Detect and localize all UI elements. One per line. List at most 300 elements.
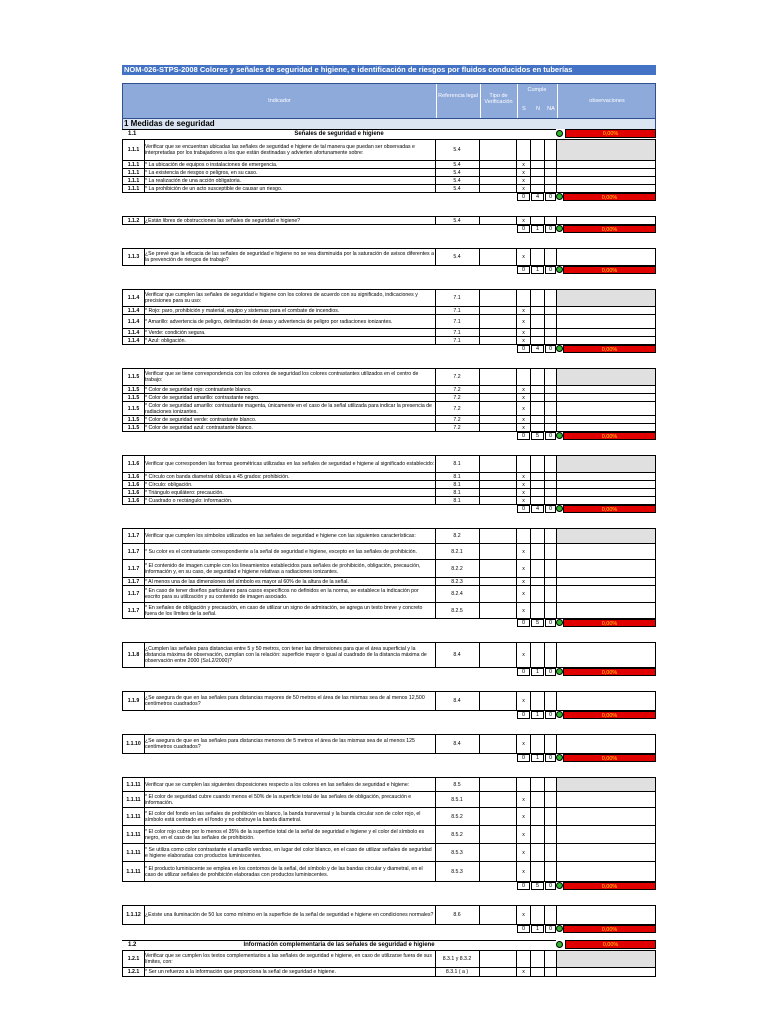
observations-cell[interactable] [557, 497, 656, 504]
observations-cell[interactable] [557, 329, 656, 336]
total-n: 1 [531, 225, 544, 233]
item-text: * El color del fondo en las señales de prohibición es blanco, la banda transversal y la banda circular son de color rojo, el símbolo está centrado en el fondo y no obstruye la banda diametral. [144, 808, 436, 825]
item-text: Verificar que corresponden las formas geométricas utilizadas en las señales de seguridad e higiene al significado establecido: [144, 456, 436, 472]
verification-type-cell[interactable] [480, 826, 517, 843]
verification-type-cell[interactable] [480, 473, 517, 480]
item-text: * La prohibición de un acto susceptible de causar un riesgo. [144, 185, 436, 192]
table-row [122, 497, 656, 505]
item-number: 1.1.7 [122, 544, 145, 559]
item-number: 1.1.1 [122, 140, 145, 160]
item-text: * Ser un refuerzo a la información que proporciona la señal de seguridad e higiene. [144, 968, 436, 976]
cumple-s-cell[interactable]: x [517, 424, 531, 431]
cumple-n-cell[interactable] [531, 808, 545, 825]
verification-type-cell[interactable] [480, 529, 517, 543]
observations-cell[interactable] [557, 968, 656, 976]
cumple-na-cell[interactable] [545, 329, 557, 336]
cumple-n-cell[interactable] [531, 161, 545, 168]
table-row [122, 777, 656, 792]
verification-type-cell[interactable] [480, 307, 517, 314]
item-number: 1.2.1 [122, 968, 145, 976]
observations-cell[interactable] [557, 529, 656, 543]
verification-type-cell[interactable] [480, 497, 517, 504]
cumple-n-cell[interactable] [531, 792, 545, 807]
item-number: 1.1.1 [122, 185, 145, 192]
verification-type-cell[interactable] [480, 603, 517, 618]
cumple-n-cell[interactable] [531, 497, 545, 504]
observations-cell[interactable] [557, 951, 656, 967]
table-row [122, 139, 656, 161]
cumple-s-cell[interactable]: x [517, 185, 531, 192]
table-row [122, 603, 656, 619]
checklist-block [122, 777, 656, 905]
observations-cell[interactable] [557, 402, 656, 415]
legal-reference: 8.1 [435, 473, 480, 480]
observations-cell[interactable] [557, 603, 656, 618]
observations-cell[interactable] [557, 560, 656, 577]
table-row [122, 862, 656, 882]
cumple-n-cell[interactable] [531, 473, 545, 480]
cumple-n-cell[interactable] [531, 529, 545, 543]
cumple-na-cell[interactable] [545, 140, 557, 160]
cumple-s-cell[interactable]: x [517, 544, 531, 559]
cumple-s-cell[interactable]: x [517, 560, 531, 577]
table-row [122, 544, 656, 560]
table-row [122, 455, 656, 473]
cumple-n-cell[interactable] [531, 586, 545, 602]
observations-cell[interactable] [557, 489, 656, 496]
cumple-n-cell[interactable] [531, 337, 545, 344]
observations-cell[interactable] [557, 826, 656, 843]
cumple-na-cell[interactable] [545, 826, 557, 843]
total-na: 0 [545, 619, 556, 627]
block-percentage: 0,00% [563, 193, 656, 201]
cumple-s-cell[interactable]: x [517, 169, 531, 176]
cumple-n-cell[interactable] [531, 951, 545, 967]
item-text: * En señales de obligación y precaución, en caso de utilizar un signo de admiración, se agrega un texto breve y concreto fuera de los límites de la señal. [144, 603, 436, 618]
table-row [122, 792, 656, 808]
cumple-na-cell[interactable] [545, 161, 557, 168]
cumple-na-cell[interactable] [545, 844, 557, 861]
observations-cell[interactable] [557, 249, 656, 265]
legal-reference: 7.2 [435, 416, 480, 423]
cumple-na-cell[interactable] [545, 529, 557, 543]
observations-cell[interactable] [557, 778, 656, 791]
observations-cell[interactable] [557, 140, 656, 160]
verification-type-cell[interactable] [480, 185, 517, 192]
cumple-n-cell[interactable] [531, 416, 545, 423]
spacer [122, 354, 656, 368]
status-dot-icon [556, 432, 563, 439]
cumple-n-cell[interactable] [531, 315, 545, 328]
cumple-na-cell[interactable] [545, 586, 557, 602]
header-tipo-verificacion: Tipo de Verificación [484, 93, 513, 105]
cumple-na-cell[interactable] [545, 692, 557, 710]
cumple-na-cell[interactable] [545, 968, 557, 976]
cumple-na-cell[interactable] [545, 402, 557, 415]
cumple-s-cell[interactable]: x [517, 249, 531, 265]
cumple-n-cell[interactable] [531, 560, 545, 577]
table-row [122, 424, 656, 432]
cumple-n-cell[interactable] [531, 140, 545, 160]
item-number: 1.1.4 [122, 337, 145, 344]
header-na: NA [547, 106, 555, 112]
cumple-s-cell[interactable]: x [517, 177, 531, 184]
item-text: Verificar que se encuentran ubicadas las señales de seguridad e higiene de tal manera que puedan ser observadas e interpretadas por los trabajadores a los que están destinadas y advierten afortunamente sobre: [144, 140, 436, 160]
block-totals [122, 619, 656, 628]
cumple-n-cell[interactable] [531, 217, 545, 224]
cumple-na-cell[interactable] [545, 315, 557, 328]
cumple-na-cell[interactable] [545, 424, 557, 431]
cumple-n-cell[interactable] [531, 578, 545, 585]
cumple-n-cell[interactable] [531, 177, 545, 184]
legal-reference: 7.1 [435, 329, 480, 336]
cumple-n-cell[interactable] [531, 692, 545, 710]
item-number: 1.1.6 [122, 497, 145, 504]
cumple-n-cell[interactable] [531, 603, 545, 618]
cumple-s-cell[interactable]: x [517, 586, 531, 602]
verification-type-cell[interactable] [480, 560, 517, 577]
observations-cell[interactable] [557, 906, 656, 924]
verification-type-cell[interactable] [480, 544, 517, 559]
legal-reference: 8.2.2 [435, 560, 480, 577]
cumple-s-cell[interactable]: x [517, 603, 531, 618]
observations-cell[interactable] [557, 792, 656, 807]
spacer [122, 275, 656, 289]
cumple-na-cell[interactable] [545, 394, 557, 401]
observations-cell[interactable] [557, 862, 656, 881]
cumple-s-cell[interactable] [517, 140, 531, 160]
cumple-s-cell[interactable] [517, 369, 531, 385]
cumple-s-cell[interactable]: x [517, 337, 531, 344]
total-n: 1 [531, 711, 544, 719]
observations-cell[interactable] [557, 307, 656, 314]
verification-type-cell[interactable] [480, 906, 517, 924]
cumple-s-cell[interactable]: x [517, 473, 531, 480]
item-text: * Verde: condición segura. [144, 329, 436, 336]
cumple-s-cell[interactable]: x [517, 643, 531, 667]
observations-cell[interactable] [557, 481, 656, 488]
checklist-block [122, 368, 656, 455]
block-percentage: 0,00% [563, 266, 656, 274]
observations-cell[interactable] [557, 643, 656, 667]
cumple-n-cell[interactable] [531, 169, 545, 176]
checklist-block [122, 139, 656, 216]
observations-cell[interactable] [557, 692, 656, 710]
item-text: * Al menos una de las dimensiones del símbolo es mayor al 60% de la altura de la señal. [144, 578, 436, 585]
cumple-na-cell[interactable] [545, 792, 557, 807]
item-number: 1.1.4 [122, 329, 145, 336]
cumple-n-cell[interactable] [531, 844, 545, 861]
cumple-na-cell[interactable] [545, 862, 557, 881]
cumple-na-cell[interactable] [545, 951, 557, 967]
cumple-na-cell[interactable] [545, 906, 557, 924]
total-n: 4 [531, 345, 544, 353]
block-totals [122, 266, 656, 275]
cumple-na-cell[interactable] [545, 473, 557, 480]
table-row [122, 560, 656, 578]
table-row [122, 578, 656, 586]
cumple-s-cell[interactable] [517, 778, 531, 791]
cumple-n-cell[interactable] [531, 329, 545, 336]
cumple-s-cell[interactable]: x [517, 735, 531, 753]
cumple-na-cell[interactable] [545, 544, 557, 559]
cumple-s-cell[interactable]: x [517, 416, 531, 423]
cumple-s-cell[interactable] [517, 951, 531, 967]
cumple-n-cell[interactable] [531, 386, 545, 393]
cumple-s-cell[interactable]: x [517, 844, 531, 861]
block-totals [122, 668, 656, 677]
cumple-s-cell[interactable]: x [517, 578, 531, 585]
legal-reference: 7.2 [435, 369, 480, 385]
legal-reference: 5.4 [435, 177, 480, 184]
cumple-n-cell[interactable] [531, 424, 545, 431]
cumple-na-cell[interactable] [545, 735, 557, 753]
item-number: 1.1.11 [122, 808, 145, 825]
item-text: * Color de seguridad azul: contrastante blanco. [144, 424, 436, 431]
cumple-n-cell[interactable] [531, 968, 545, 976]
verification-type-cell[interactable] [480, 424, 517, 431]
verification-type-cell[interactable] [480, 249, 517, 265]
verification-type-cell[interactable] [480, 808, 517, 825]
observations-cell[interactable] [557, 473, 656, 480]
cumple-na-cell[interactable] [545, 169, 557, 176]
observations-cell[interactable] [557, 808, 656, 825]
header-indicador: Indicador [268, 98, 291, 104]
verification-type-cell[interactable] [480, 735, 517, 753]
cumple-na-cell[interactable] [545, 578, 557, 585]
item-text: * La realización de una acción obligatoria. [144, 177, 436, 184]
cumple-s-cell[interactable]: x [517, 217, 531, 224]
observations-cell[interactable] [557, 161, 656, 168]
observations-cell[interactable] [557, 369, 656, 385]
item-text: * La ubicación de equipos o instalaciones de emergencia. [144, 161, 436, 168]
total-n: 5 [531, 882, 544, 890]
item-text: ¿Se asegura de que en las señales para distancias mayores de 50 metros el área de las mismas sea de al menos 12,500 centímetros cuadrados? [144, 692, 436, 710]
verification-type-cell[interactable] [480, 402, 517, 415]
total-s: 0 [517, 266, 530, 274]
item-text: Verificar que se cumplen los textos complementarios a las señales de seguridad e higiene, en caso de utilizarse fuera de sus límites, con: [144, 951, 436, 967]
cumple-n-cell[interactable] [531, 778, 545, 791]
observations-cell[interactable] [557, 337, 656, 344]
cumple-n-cell[interactable] [531, 489, 545, 496]
cumple-s-cell[interactable] [517, 529, 531, 543]
cumple-n-cell[interactable] [531, 185, 545, 192]
observations-cell[interactable] [557, 424, 656, 431]
cumple-s-cell[interactable]: x [517, 808, 531, 825]
item-text: * Círculo: obligación. [144, 481, 436, 488]
cumple-na-cell[interactable] [545, 808, 557, 825]
legal-reference: 8.5.2 [435, 826, 480, 843]
verification-type-cell[interactable] [480, 456, 517, 472]
cumple-s-cell[interactable]: x [517, 329, 531, 336]
verification-type-cell[interactable] [480, 290, 517, 306]
verification-type-cell[interactable] [480, 329, 517, 336]
cumple-s-cell[interactable]: x [517, 692, 531, 710]
verification-type-cell[interactable] [480, 844, 517, 861]
block-percentage: 0,00% [563, 505, 656, 513]
block-percentage: 0,00% [563, 225, 656, 233]
cumple-n-cell[interactable] [531, 481, 545, 488]
cumple-na-cell[interactable] [545, 369, 557, 385]
legal-reference: 5.4 [435, 169, 480, 176]
cumple-s-cell[interactable]: x [517, 489, 531, 496]
total-n: 1 [531, 925, 544, 933]
legal-reference: 8.1 [435, 456, 480, 472]
cumple-s-cell[interactable]: x [517, 386, 531, 393]
verification-type-cell[interactable] [480, 369, 517, 385]
total-s: 0 [517, 925, 530, 933]
observations-cell[interactable] [557, 169, 656, 176]
verification-type-cell[interactable] [480, 951, 517, 967]
verification-type-cell[interactable] [480, 169, 517, 176]
cumple-n-cell[interactable] [531, 862, 545, 881]
checklist-block [122, 905, 656, 940]
verification-type-cell[interactable] [480, 862, 517, 881]
item-text: * Triángulo equilátero: precaución. [144, 489, 436, 496]
observations-cell[interactable] [557, 586, 656, 602]
checklist-block [122, 691, 656, 734]
cumple-na-cell[interactable] [545, 177, 557, 184]
observations-cell[interactable] [557, 290, 656, 306]
cumple-n-cell[interactable] [531, 735, 545, 753]
checklist-block [122, 216, 656, 248]
block-percentage: 0,00% [563, 432, 656, 440]
cumple-na-cell[interactable] [545, 307, 557, 314]
status-dot-icon [556, 941, 563, 948]
observations-cell[interactable] [557, 735, 656, 753]
block-percentage: 0,00% [563, 668, 656, 676]
observations-cell[interactable] [557, 185, 656, 192]
spacer [122, 441, 656, 455]
observations-cell[interactable] [557, 456, 656, 472]
cumple-na-cell[interactable] [545, 643, 557, 667]
observations-cell[interactable] [557, 844, 656, 861]
block-totals [122, 754, 656, 763]
cumple-na-cell[interactable] [545, 185, 557, 192]
block-totals [122, 225, 656, 234]
table-row [122, 386, 656, 394]
cumple-na-cell[interactable] [545, 560, 557, 577]
item-number: 1.1.7 [122, 586, 145, 602]
cumple-na-cell[interactable] [545, 386, 557, 393]
verification-type-cell[interactable] [480, 416, 517, 423]
cumple-n-cell[interactable] [531, 369, 545, 385]
item-text: * Amarillo: advertencia de peligro, delimitación de áreas y advertencia de peligro por radiaciones ionizantes. [144, 315, 436, 328]
cumple-s-cell[interactable] [517, 290, 531, 306]
spacer [122, 891, 656, 905]
verification-type-cell[interactable] [480, 778, 517, 791]
verification-type-cell[interactable] [480, 140, 517, 160]
status-dot-icon [556, 925, 563, 932]
cumple-n-cell[interactable] [531, 402, 545, 415]
cumple-n-cell[interactable] [531, 249, 545, 265]
item-text: * Cuadrado o rectángulo: información. [144, 497, 436, 504]
verification-type-cell[interactable] [480, 578, 517, 585]
cumple-s-cell[interactable]: x [517, 315, 531, 328]
legal-reference: 7.1 [435, 337, 480, 344]
cumple-na-cell[interactable] [545, 481, 557, 488]
cumple-na-cell[interactable] [545, 456, 557, 472]
verification-type-cell[interactable] [480, 968, 517, 976]
verification-type-cell[interactable] [480, 315, 517, 328]
status-dot-icon [556, 266, 563, 273]
cumple-na-cell[interactable] [545, 603, 557, 618]
subsection-1-1 [122, 129, 656, 139]
cumple-s-cell[interactable]: x [517, 906, 531, 924]
cumple-n-cell[interactable] [531, 643, 545, 667]
observations-cell[interactable] [557, 416, 656, 423]
cumple-na-cell[interactable] [545, 337, 557, 344]
cumple-s-cell[interactable]: x [517, 826, 531, 843]
table-row [122, 169, 656, 177]
observations-cell[interactable] [557, 315, 656, 328]
cumple-na-cell[interactable] [545, 249, 557, 265]
cumple-na-cell[interactable] [545, 497, 557, 504]
cumple-s-cell[interactable]: x [517, 792, 531, 807]
observations-cell[interactable] [557, 386, 656, 393]
item-number: 1.1.1 [122, 177, 145, 184]
observations-cell[interactable] [557, 544, 656, 559]
verification-type-cell[interactable] [480, 692, 517, 710]
cumple-n-cell[interactable] [531, 290, 545, 306]
cumple-na-cell[interactable] [545, 290, 557, 306]
cumple-s-cell[interactable]: x [517, 497, 531, 504]
status-dot-icon [556, 345, 563, 352]
cumple-s-cell[interactable]: x [517, 968, 531, 976]
verification-type-cell[interactable] [480, 792, 517, 807]
cumple-s-cell[interactable] [517, 456, 531, 472]
cumple-s-cell[interactable]: x [517, 402, 531, 415]
cumple-s-cell[interactable]: x [517, 481, 531, 488]
verification-type-cell[interactable] [480, 586, 517, 602]
verification-type-cell[interactable] [480, 489, 517, 496]
cumple-s-cell[interactable]: x [517, 394, 531, 401]
cumple-n-cell[interactable] [531, 906, 545, 924]
cumple-n-cell[interactable] [531, 307, 545, 314]
total-s: 0 [517, 754, 530, 762]
observations-cell[interactable] [557, 217, 656, 224]
verification-type-cell[interactable] [480, 161, 517, 168]
item-number: 1.1.5 [122, 394, 145, 401]
observations-cell[interactable] [557, 177, 656, 184]
cumple-na-cell[interactable] [545, 489, 557, 496]
cumple-na-cell[interactable] [545, 778, 557, 791]
verification-type-cell[interactable] [480, 337, 517, 344]
observations-cell[interactable] [557, 394, 656, 401]
cumple-s-cell[interactable]: x [517, 161, 531, 168]
verification-type-cell[interactable] [480, 177, 517, 184]
cumple-n-cell[interactable] [531, 394, 545, 401]
cumple-n-cell[interactable] [531, 826, 545, 843]
item-number: 1.1.1 [122, 161, 145, 168]
status-dot-icon [556, 882, 563, 889]
block-percentage: 0,00% [563, 882, 656, 890]
observations-cell[interactable] [557, 578, 656, 585]
verification-type-cell[interactable] [480, 481, 517, 488]
verification-type-cell[interactable] [480, 217, 517, 224]
verification-type-cell[interactable] [480, 643, 517, 667]
cumple-n-cell[interactable] [531, 544, 545, 559]
cumple-na-cell[interactable] [545, 416, 557, 423]
cumple-na-cell[interactable] [545, 217, 557, 224]
verification-type-cell[interactable] [480, 386, 517, 393]
table-row [122, 481, 656, 489]
cumple-n-cell[interactable] [531, 456, 545, 472]
cumple-s-cell[interactable]: x [517, 862, 531, 881]
verification-type-cell[interactable] [480, 394, 517, 401]
cumple-s-cell[interactable]: x [517, 307, 531, 314]
subsection-number: 1.1 [128, 131, 137, 137]
